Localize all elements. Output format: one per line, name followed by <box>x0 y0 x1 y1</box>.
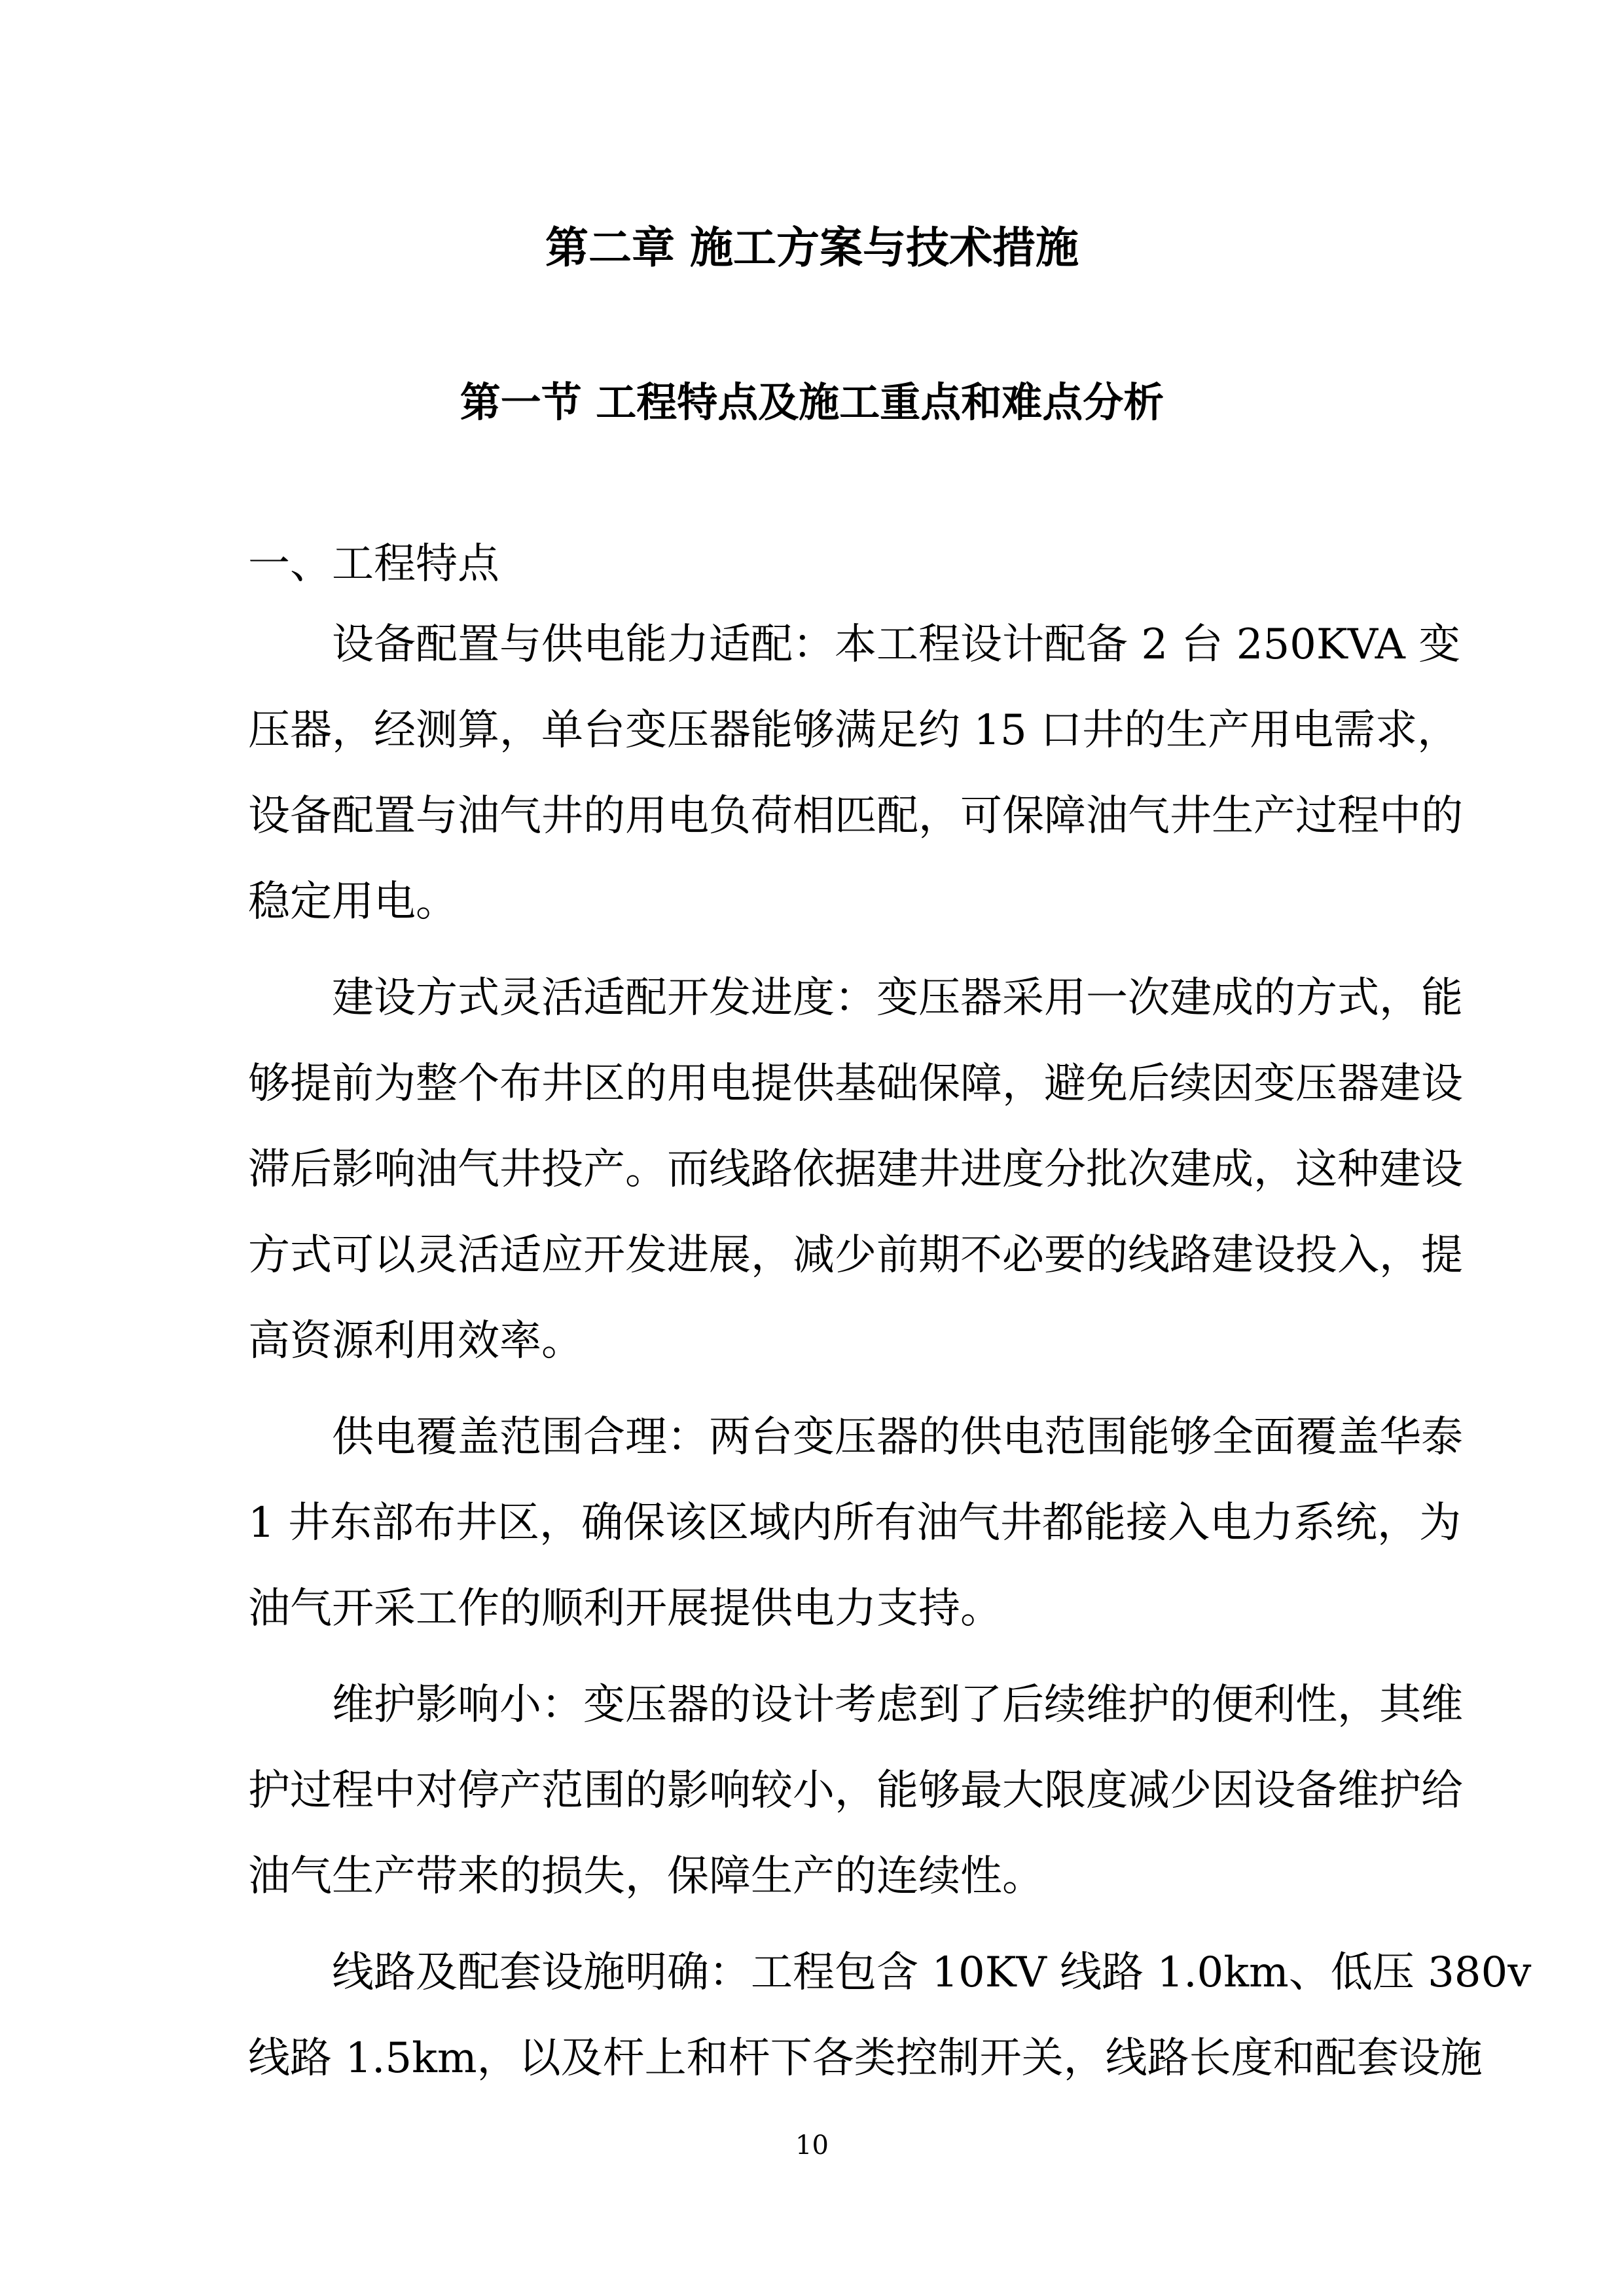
chapter-title: 第二章 施工方案与技术措施 <box>545 222 1079 273</box>
paragraph-line: 方式可以灵活适应开发进展，减少前期不必要的线路建设投入，提 <box>248 1231 1463 1280</box>
paragraph-line: 滞后影响油气井投产。而线路依据建井进度分批次建成，这种建设 <box>248 1145 1463 1194</box>
paragraph-line: 油气生产带来的损失，保障生产的连续性。 <box>248 1852 1044 1901</box>
paragraph-line: 设备配置与油气井的用电负荷相匹配，可保障油气井生产过程中的 <box>248 792 1463 840</box>
page-number: 10 <box>795 2130 829 2161</box>
paragraph <box>248 956 1463 1384</box>
paragraph-line: 稳定用电。 <box>248 878 458 926</box>
paragraph <box>248 1662 1463 1920</box>
subsection-title: 一、工程特点 <box>248 540 499 588</box>
paragraph-line: 线路及配套设施明确：工程包含 10KV 线路 1.0km、低压 380v <box>332 1948 1532 1997</box>
section-title: 第一节 工程特点及施工重点和难点分析 <box>460 378 1164 426</box>
paragraph-line: 高资源利用效率。 <box>248 1317 583 1365</box>
paragraph-line: 建设方式灵活适配开发进度：变压器采用一次建成的方式，能 <box>332 974 1463 1022</box>
paragraph-line: 设备配置与供电能力适配：本工程设计配备 2 台 250KVA 变 <box>332 620 1461 669</box>
paragraph-line: 油气开采工作的顺利开展提供电力支持。 <box>248 1585 1002 1633</box>
paragraph-line: 护过程中对停产范围的影响较小，能够最大限度减少因设备维护给 <box>248 1767 1463 1815</box>
paragraph-line: 1 井东部布井区，确保该区域内所有油气井都能接入电力系统，为 <box>248 1499 1462 1547</box>
paragraph-line: 维护影响小：变压器的设计考虑到了后续维护的便利性，其维 <box>332 1681 1463 1729</box>
paragraph-line: 够提前为整个布井区的用电提供基础保障，避免后续因变压器建设 <box>248 1060 1463 1108</box>
paragraph <box>248 1930 1532 2102</box>
paragraph <box>248 1395 1463 1652</box>
paragraph <box>248 602 1463 945</box>
paragraph-line: 压器，经测算，单台变压器能够满足约 15 口井的生产用电需求， <box>248 706 1460 755</box>
body-text <box>248 602 1532 2112</box>
paragraph-line: 线路 1.5km，以及杆上和杆下各类控制开关，线路长度和配套设施 <box>248 2034 1483 2083</box>
paragraph-line: 供电覆盖范围合理：两台变压器的供电范围能够全面覆盖华泰 <box>332 1413 1463 1462</box>
